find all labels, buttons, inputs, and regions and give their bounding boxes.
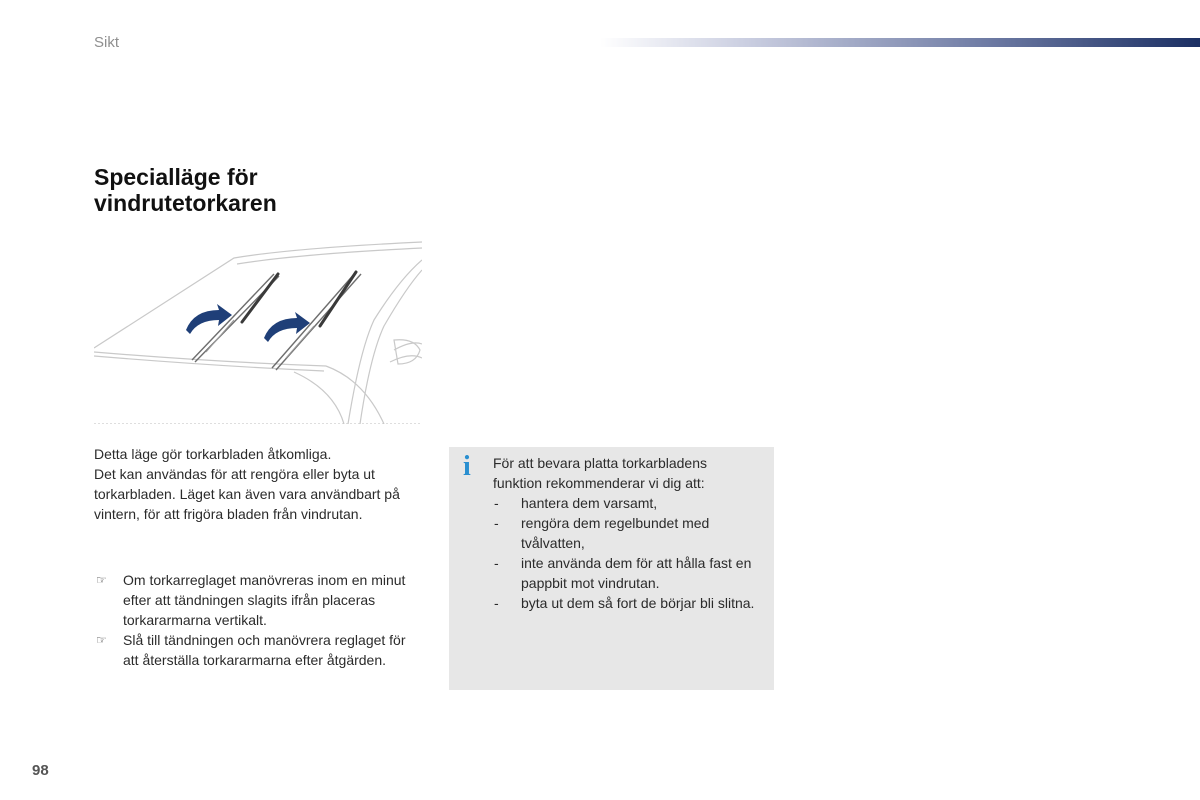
info-box xyxy=(449,447,774,690)
pointing-hand-icon: ☞ xyxy=(96,573,107,587)
info-list-item xyxy=(493,553,758,593)
instruction-list xyxy=(94,570,424,670)
dash-bullet: - xyxy=(494,515,499,531)
section-label: Sikt xyxy=(94,34,120,51)
dash-bullet: - xyxy=(494,555,499,571)
info-icon: i xyxy=(463,451,471,482)
intro-text xyxy=(94,444,424,524)
info-list-item xyxy=(493,513,758,553)
info-item-text: inte använda dem för att hålla fast en pappbit mot vindrutan. xyxy=(521,555,752,591)
intro-line-2: Det kan användas för att rengöra eller byta ut torkarbladen. Läget kan även vara användbart på vintern, för att frigöra bladen från vindrutan. xyxy=(94,466,400,522)
page-title: Specialläge för vindrutetorkaren xyxy=(94,164,277,216)
pointing-hand-icon: ☞ xyxy=(96,633,107,647)
info-item-text: byta ut dem så fort de börjar bli slitna. xyxy=(521,595,755,611)
info-list-item xyxy=(493,493,758,513)
info-list xyxy=(493,493,758,613)
instruction-text: Om torkarreglaget manövreras inom en minut efter att tändningen slagits ifrån placeras torkararmarna vertikalt. xyxy=(123,572,406,628)
info-item-text: rengöra dem regelbundet med tvålvatten, xyxy=(521,515,710,551)
intro-line-1: Detta läge gör torkarbladen åtkomliga. xyxy=(94,446,332,462)
header-gradient-bar xyxy=(600,38,1200,47)
info-item-text: hantera dem varsamt, xyxy=(521,495,658,511)
windscreen-wiper-illustration xyxy=(94,240,422,424)
dash-bullet: - xyxy=(494,495,499,511)
page-number: 98 xyxy=(32,762,49,779)
instruction-text: Slå till tändningen och manövrera reglaget för att återställa torkararmarna efter åtgärden. xyxy=(123,632,406,668)
instruction-item xyxy=(94,570,424,630)
info-list-item xyxy=(493,593,758,613)
dash-bullet: - xyxy=(494,595,499,611)
instruction-item xyxy=(94,630,424,670)
info-text xyxy=(493,453,758,613)
info-intro: För att bevara platta torkarbladens funktion rekommenderar vi dig att: xyxy=(493,455,708,491)
